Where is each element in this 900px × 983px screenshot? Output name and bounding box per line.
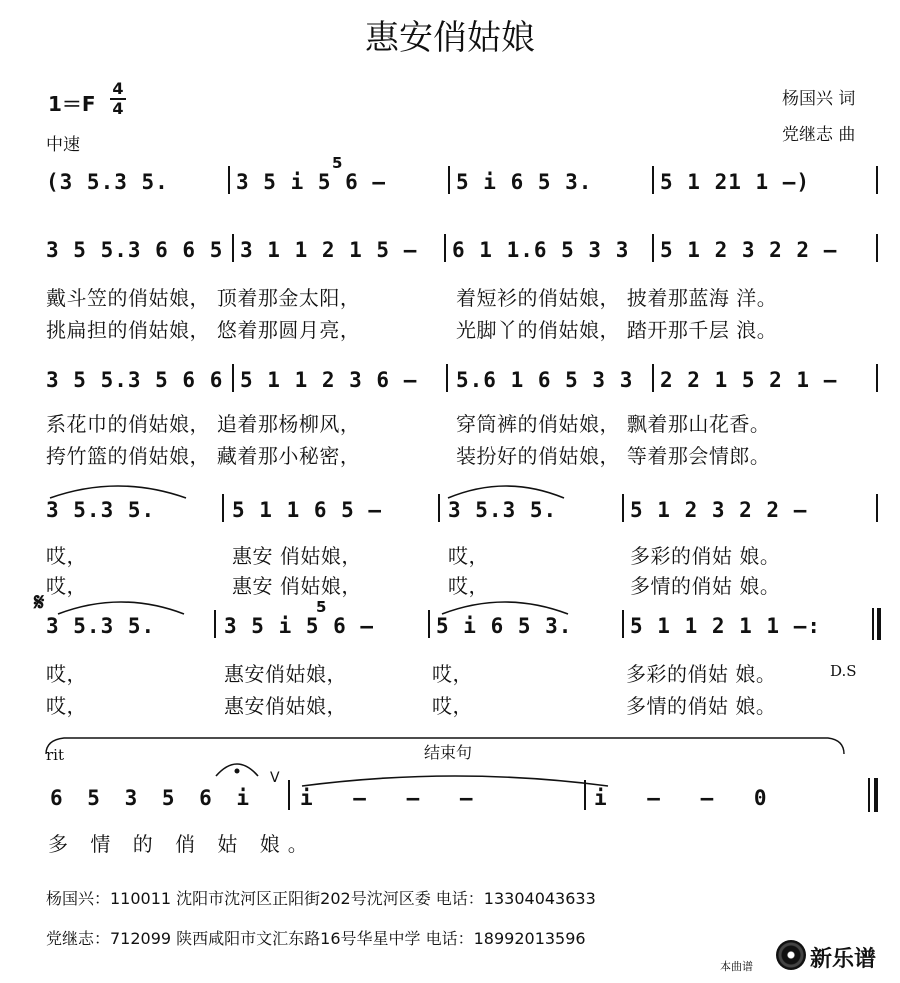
contact-line: 党继志：712099 陕西咸阳市文汇东路16号华星中学 电话：18992013596	[46, 929, 586, 948]
barline	[214, 610, 216, 638]
slur	[446, 480, 566, 500]
lyric-line: 着短衫的俏姑娘， 披着那蓝海 洋。	[456, 286, 778, 310]
measure-notes: 2 2 1 5 2 1 –	[660, 368, 838, 392]
barline	[876, 494, 878, 522]
lyric-word: 哎，	[448, 544, 489, 568]
logo	[720, 938, 898, 978]
measure-notes: 5 i 6 5 3.	[456, 170, 593, 194]
measure-notes: 5.6 1 6 5 3 3	[456, 368, 634, 392]
measure-notes: 3 1 1 2 1 5 –	[240, 238, 418, 262]
lyric-line: 戴斗笠的俏姑娘， 顶着那金太阳，	[46, 286, 361, 310]
barline	[448, 166, 450, 194]
measure-notes: 3 5 i 5 6 –	[224, 614, 375, 638]
contact-line: 杨国兴：110011 沈阳市沈河区正阳街202号沈河区委 电话：13304043633	[46, 889, 596, 908]
time-bottom: 4	[110, 98, 126, 118]
measure-notes: 3 5 i 5 6 –	[236, 170, 387, 194]
fermata	[212, 756, 262, 778]
tempo-marking: 中速	[46, 135, 80, 155]
measure-notes: 5 1 2 3 2 2 –	[660, 238, 838, 262]
grace-note: 5	[332, 154, 343, 172]
lyric-word: 多彩的俏姑 娘。	[626, 662, 777, 686]
barline	[872, 608, 874, 640]
lyric-word: 哎，	[46, 544, 87, 568]
grace-note: 5	[316, 598, 327, 616]
measure-notes: 5 1 1 6 5 –	[232, 498, 383, 522]
measure-notes: 3 5 5.3 6 6 5	[46, 238, 224, 262]
rit-marking: rit	[46, 746, 64, 764]
lyric-word: 多彩的俏姑 娘。	[630, 544, 781, 568]
logo-text: 新乐谱	[810, 947, 877, 972]
barline	[444, 234, 446, 262]
repeat-barline	[877, 608, 881, 640]
lyric-word: 哎，	[448, 574, 489, 598]
lyric-word: 惠安 俏姑娘，	[232, 544, 362, 568]
barline	[428, 610, 430, 638]
lyric-word: 哎，	[46, 694, 87, 718]
lyric-word: 哎，	[46, 574, 87, 598]
lyric-line: 系花巾的俏姑娘， 追着那杨柳风，	[46, 412, 361, 436]
barline	[288, 780, 290, 810]
measure-notes: 3 5.3 5.	[448, 498, 558, 522]
lyric-word: 惠安 俏姑娘，	[232, 574, 362, 598]
barline	[622, 610, 624, 638]
measure-notes: 3 5 5.3 5 6 6	[46, 368, 224, 392]
barline	[584, 780, 586, 810]
lyric-line: 挑扁担的俏姑娘， 悠着那圆月亮，	[46, 318, 361, 342]
barline	[622, 494, 624, 522]
slur	[56, 596, 186, 616]
measure-notes: 5 1 2 3 2 2 –	[630, 498, 808, 522]
barline	[446, 364, 448, 392]
time-signature	[110, 80, 126, 118]
segno-sign: 𝄋	[34, 588, 45, 616]
lyric-word: 惠安俏姑娘，	[224, 662, 347, 686]
measure-notes: 6 5 3 5 6 i	[50, 786, 256, 810]
key-signature: 1＝F	[48, 92, 96, 116]
measure-notes: 3 5.3 5.	[46, 498, 156, 522]
lyric-line: 装扮好的俏姑娘， 等着那会情郎。	[456, 444, 771, 468]
lyric-word: 多情的俏姑 娘。	[630, 574, 781, 598]
final-barline	[874, 778, 878, 812]
barline	[652, 234, 654, 262]
barline	[232, 364, 234, 392]
ending-label: 结束句	[424, 743, 473, 762]
barline	[438, 494, 440, 522]
measure-notes: 6 1 1.6 5 3 3	[452, 238, 630, 262]
lyric-word: 惠安俏姑娘，	[224, 694, 347, 718]
barline	[868, 778, 870, 812]
barline	[228, 166, 230, 194]
logo-caption: 本曲谱	[720, 960, 753, 973]
barline	[876, 234, 878, 262]
barline	[232, 234, 234, 262]
slur	[440, 596, 570, 616]
measure-notes: 3 5.3 5.	[46, 614, 156, 638]
lyric-word: 哎，	[46, 662, 87, 686]
barline	[652, 166, 654, 194]
measure-notes: 5 1 1 2 1 1 –:	[630, 614, 822, 638]
measure-notes: i – – 0	[594, 786, 781, 810]
breath-mark: V	[270, 770, 280, 786]
barline	[876, 364, 878, 392]
lyric-word: 哎，	[432, 662, 473, 686]
page-title: 惠安俏姑娘	[365, 18, 535, 58]
lyric-line: 挎竹篮的俏姑娘， 藏着那小秘密，	[46, 444, 361, 468]
slur	[48, 480, 188, 500]
barline	[876, 166, 878, 194]
composer-credit: 党继志 曲	[782, 125, 856, 145]
time-top: 4	[112, 79, 124, 98]
lyric-line: 光脚丫的俏姑娘， 踏开那千层 浪。	[456, 318, 778, 342]
barline	[222, 494, 224, 522]
lyricist-credit: 杨国兴 词	[782, 89, 856, 109]
measure-notes: 5 i 6 5 3.	[436, 614, 573, 638]
record-icon	[776, 940, 806, 970]
lyric-line: 多 情 的 俏 姑 娘。	[48, 832, 316, 856]
measure-notes: 5 1 21 1 –)	[660, 170, 811, 194]
barline	[652, 364, 654, 392]
measure-notes: i – – –	[300, 786, 487, 810]
measure-notes: (3 5.3 5.	[46, 170, 169, 194]
lyric-word: 哎，	[432, 694, 473, 718]
measure-notes: 5 1 1 2 3 6 –	[240, 368, 418, 392]
lyric-word: 多情的俏姑 娘。	[626, 694, 777, 718]
dal-segno: D.S	[830, 662, 857, 680]
lyric-line: 穿筒裤的俏姑娘， 飘着那山花香。	[456, 412, 771, 436]
